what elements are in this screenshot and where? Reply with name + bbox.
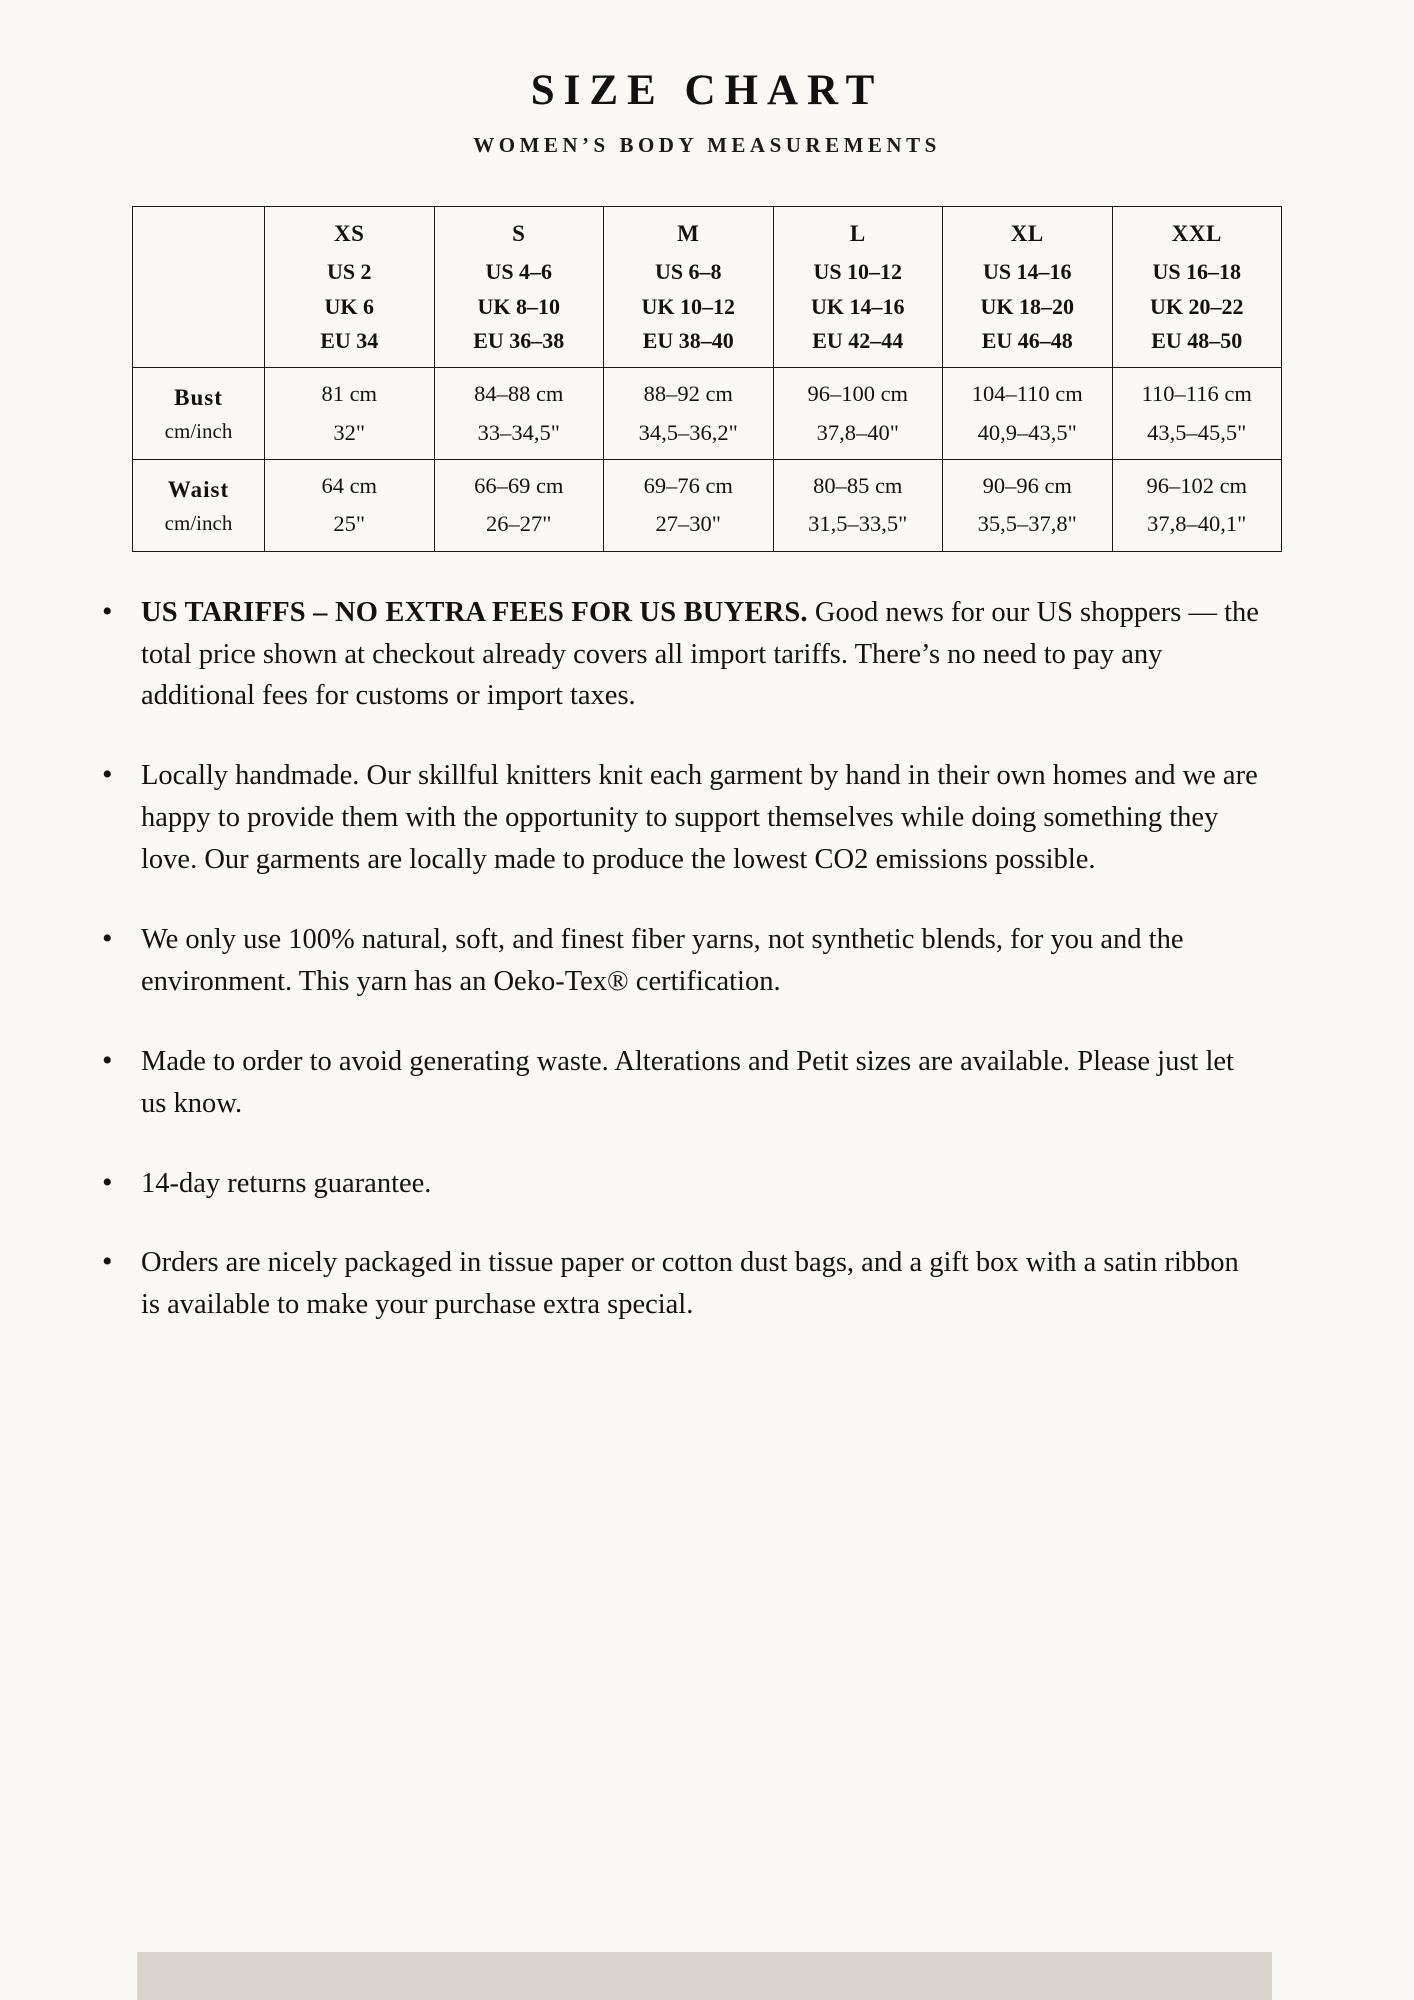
note-text-4: Made to order to avoid generating waste. Alterations and Petit sizes are available. Please just let us know. [141,1045,1234,1119]
row-label-bust-text: Bust [174,384,223,410]
bust-xl-cell [943,368,1113,460]
waist-xxl-cell [1112,459,1282,551]
bust-m-cell [604,368,774,460]
uk-size-m: UK 10–12 [641,293,735,319]
size-label-xl: XL [1010,221,1044,246]
waist-xxl-inch: 37,8–40,1" [1147,511,1247,537]
uk-size-xl: UK 18–20 [980,293,1074,319]
uk-size-s: UK 8–10 [477,293,560,319]
us-size-s: US 4–6 [485,259,553,285]
note-text-3: We only use 100% natural, soft, and finest fiber yarns, not synthetic blends, for you and the environment. This yarn has an Oeko-Tex® certification. [141,924,1184,997]
bust-xxl-cm: 110–116 cm [1141,381,1252,407]
waist-xl-inch: 35,5–37,8" [977,511,1077,537]
size-chart-table-wrapper [132,206,1282,552]
us-size-m: US 6–8 [654,259,722,285]
note-text-6: Orders are nicely packaged in tissue paper or cotton dust bags, and a gift box with a satin ribbon is available to make your purchase extra special. [141,1247,1239,1321]
page-subtitle: WOMEN’S BODY MEASUREMENTS [473,133,941,157]
row-label-bust [133,368,265,460]
us-size-xl: US 14–16 [982,259,1072,285]
bust-xxl-inch: 43,5–45,5" [1147,419,1247,445]
bust-s-cm: 84–88 cm [474,381,564,407]
eu-size-m: EU 38–40 [642,328,734,354]
uk-size-l: UK 14–16 [811,293,905,319]
row-label-waist-text: Waist [167,476,230,502]
size-label-xxl: XXL [1171,221,1222,246]
eu-size-xs: EU 34 [320,328,379,354]
size-label-s: S [512,221,526,246]
eu-size-xl: EU 46–48 [981,328,1073,354]
bottom-band-divider [137,1952,1272,2000]
bust-xs-inch: 32" [333,419,366,445]
waist-l-cm: 80–85 cm [813,472,903,498]
bust-l-inch: 37,8–40" [816,419,899,445]
column-header-xs [265,207,435,368]
waist-xl-cm: 90–96 cm [982,472,1072,498]
note-text-1: Good news for our US shoppers — the total price shown at checkout already covers all import tariffs. There’s no need to pay any additional fees for customs or import taxes. [141,596,1259,712]
column-header-xxl [1112,207,1282,368]
row-label-waist [133,459,265,551]
list-item [96,1242,1264,1326]
column-header-l [773,207,943,368]
note-text-5: 14-day returns guarantee. [141,1167,432,1199]
list-item [96,919,1264,1003]
waist-xs-cm: 64 cm [321,472,378,498]
bust-xl-cm: 104–110 cm [971,381,1083,407]
waist-xxl-cm: 96–102 cm [1146,472,1248,498]
list-item [96,592,1264,718]
waist-l-inch: 31,5–33,5" [808,511,908,537]
eu-size-l: EU 42–44 [812,328,904,354]
waist-l-cell [773,459,943,551]
bust-xl-inch: 40,9–43,5" [977,419,1077,445]
table-body [133,368,1282,552]
eu-size-xxl: EU 48–50 [1151,328,1243,354]
size-chart-table [132,206,1282,552]
page-title: SIZE CHART [530,67,884,114]
us-size-l: US 10–12 [813,259,903,285]
table-row [133,459,1282,551]
list-item [96,1163,1264,1205]
bust-m-cm: 88–92 cm [643,381,733,407]
waist-xs-inch: 25" [333,511,366,537]
size-label-l: L [849,221,866,246]
table-head [133,207,1282,368]
uk-size-xs: UK 6 [324,293,374,319]
row-label-waist-unit: cm/inch [164,510,233,535]
note-lead-1: US TARIFFS – NO EXTRA FEES FOR US BUYERS. [141,596,808,628]
size-label-xs: XS [334,221,365,246]
table-header-row [133,207,1282,368]
list-item [96,1041,1264,1125]
size-label-m: M [677,221,700,246]
column-header-xl [943,207,1113,368]
table-corner-cell [133,207,265,368]
waist-s-cm: 66–69 cm [474,472,564,498]
table-row [133,368,1282,460]
waist-xs-cell [265,459,435,551]
column-header-m [604,207,774,368]
bust-xxl-cell [1112,368,1282,460]
column-header-s [434,207,604,368]
waist-m-inch: 27–30" [655,511,721,537]
bust-m-inch: 34,5–36,2" [638,419,738,445]
waist-m-cm: 69–76 cm [643,472,733,498]
note-text-2: Locally handmade. Our skillful knitters knit each garment by hand in their own homes and we are happy to provide them with the opportunity to support themselves while doing something they love. Our garments are locally made to produce the lowest CO2 emissions possible. [141,760,1258,876]
waist-m-cell [604,459,774,551]
uk-size-xxl: UK 20–22 [1150,293,1244,319]
row-label-bust-unit: cm/inch [164,418,233,443]
bust-s-cell [434,368,604,460]
bust-l-cell [773,368,943,460]
waist-xl-cell [943,459,1113,551]
us-size-xs: US 2 [326,259,372,285]
waist-s-cell [434,459,604,551]
list-item [96,755,1264,881]
bust-s-inch: 33–34,5" [477,419,560,445]
eu-size-s: EU 36–38 [473,328,565,354]
bust-xs-cm: 81 cm [321,381,378,407]
product-notes-list [0,592,1414,1327]
us-size-xxl: US 16–18 [1152,259,1242,285]
bust-xs-cell [265,368,435,460]
bust-l-cm: 96–100 cm [807,381,909,407]
waist-s-inch: 26–27" [486,511,552,537]
